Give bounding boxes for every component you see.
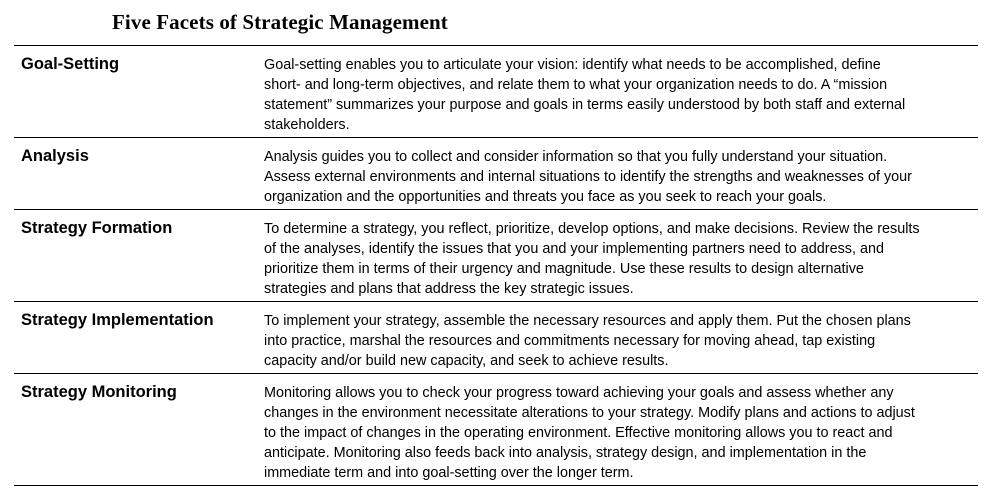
facet-description [264, 374, 978, 485]
description-line: changes in the environment necessitate alterations to your strategy. Modify plans and actions to adjust [264, 405, 915, 421]
description-line: To implement your strategy, assemble the necessary resources and apply them. Put the chosen plans [264, 313, 911, 329]
description-line: organization and the opportunities and threats you face as you seek to reach your goals. [264, 189, 827, 205]
description-line: Analysis guides you to collect and consider information so that you fully understand your situation. [264, 149, 888, 165]
facet-description [264, 138, 978, 209]
facets-table [14, 45, 978, 486]
description-line: prioritize them in terms of their urgency and magnitude. Use these results to design alternative [264, 261, 864, 277]
description-line: Assess external environments and internal situations to identify the strengths and weaknesses of your [264, 169, 912, 185]
facet-name: Strategy Implementation [21, 311, 214, 329]
description-line: anticipate. Monitoring also feeds back into analysis, strategy design, and implementation in the [264, 445, 867, 461]
description-line: of the analyses, identify the issues that you and your implementing partners need to address, and [264, 241, 884, 257]
facet-row-strategy-formation [14, 210, 978, 302]
facet-description [264, 302, 978, 373]
facet-name: Strategy Formation [21, 219, 173, 237]
description-line: strategies and plans that address the key strategic issues. [264, 281, 634, 297]
description-line: capacity and/or build new capacity, and seek to achieve results. [264, 353, 669, 369]
facet-row-goal-setting [14, 46, 978, 138]
facet-row-strategy-implementation [14, 302, 978, 374]
description-line: to the impact of changes in the operating environment. Effective monitoring allows you to react and [264, 425, 893, 441]
facet-row-strategy-monitoring [14, 374, 978, 486]
facet-name: Analysis [21, 147, 89, 165]
description-line: stakeholders. [264, 117, 350, 133]
facet-name: Goal-Setting [21, 55, 120, 73]
description-line: statement” summarizes your purpose and goals in terms easily understood by both staff and external [264, 97, 906, 113]
description-line: Monitoring allows you to check your progress toward achieving your goals and assess whether any [264, 385, 894, 401]
description-line: To determine a strategy, you reflect, prioritize, develop options, and make decisions. Review the results [264, 221, 920, 237]
description-line: immediate term and into goal-setting over the longer term. [264, 465, 634, 481]
document-title: Five Facets of Strategic Management [112, 10, 448, 34]
facet-description [264, 210, 978, 301]
facet-name: Strategy Monitoring [21, 383, 177, 401]
description-line: into practice, marshal the resources and commitments necessary for moving ahead, tap existing [264, 333, 876, 349]
facet-row-analysis [14, 138, 978, 210]
description-line: Goal-setting enables you to articulate your vision: identify what needs to be accomplished, define [264, 57, 881, 73]
description-line: short- and long-term objectives, and relate them to what your organization needs to do. A “mission [264, 77, 888, 93]
facet-description [264, 46, 978, 137]
